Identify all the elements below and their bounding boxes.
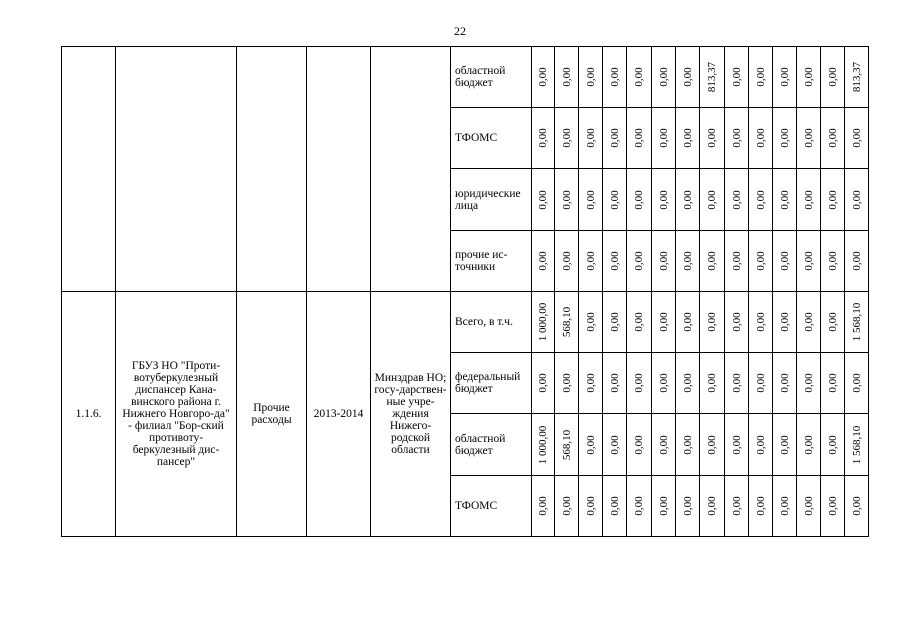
value-cell: [603, 292, 627, 353]
value-text: 0,00: [778, 373, 791, 393]
value-text: 0,00: [754, 312, 767, 332]
value-text: 0,00: [657, 496, 670, 516]
value-cell: [532, 414, 555, 476]
value-cell: [749, 353, 773, 414]
value-cell: [532, 169, 555, 231]
value-cell: [627, 169, 652, 231]
funding-source: юридические лица: [451, 169, 532, 231]
period-cell-empty: [307, 47, 371, 292]
value-text: 0,00: [778, 496, 791, 516]
value-text: 0,00: [657, 67, 670, 87]
value-cell: [652, 353, 676, 414]
value-cell: [579, 414, 603, 476]
value-text: 0,00: [657, 128, 670, 148]
value-cell: [700, 108, 725, 169]
value-text: 0,00: [681, 434, 694, 455]
value-text: 0,00: [850, 251, 863, 271]
value-text: 0,00: [778, 312, 791, 332]
value-text: 568,10: [560, 306, 573, 338]
value-text: 0,00: [826, 67, 839, 87]
value-cell: [676, 353, 700, 414]
value-cell: [676, 231, 700, 292]
value-cell: [725, 353, 749, 414]
value-cell: [773, 353, 797, 414]
value-cell: [797, 108, 821, 169]
value-text: 0,00: [560, 128, 573, 148]
value-cell: [676, 47, 700, 108]
value-cell: [773, 231, 797, 292]
name-cell-empty: [116, 47, 237, 292]
value-cell: [725, 108, 749, 169]
value-text: 0,00: [537, 373, 549, 393]
value-text: 0,00: [633, 373, 645, 393]
value-cell: [555, 476, 579, 537]
value-cell: [603, 414, 627, 476]
value-text: 0,00: [608, 434, 621, 455]
value-cell: [555, 292, 579, 353]
value-cell: [845, 231, 869, 292]
value-text: 0,00: [681, 67, 694, 87]
table-row: [62, 47, 869, 108]
value-text: 0,00: [826, 434, 839, 455]
value-cell: [821, 169, 845, 231]
value-cell: [749, 47, 773, 108]
value-cell: [725, 47, 749, 108]
value-cell: [652, 231, 676, 292]
value-text: 0,00: [778, 434, 791, 455]
value-cell: [579, 169, 603, 231]
value-cell: [627, 292, 652, 353]
value-text: 0,00: [584, 189, 597, 210]
value-text: 0,00: [681, 189, 694, 210]
value-text: 0,00: [608, 496, 621, 516]
funding-source: ТФОМС: [451, 108, 532, 169]
value-cell: [532, 47, 555, 108]
value-cell: [821, 414, 845, 476]
value-cell: [749, 292, 773, 353]
value-text: 0,00: [826, 189, 839, 210]
value-cell: [555, 353, 579, 414]
value-cell: [579, 292, 603, 353]
value-text: 0,00: [560, 373, 573, 393]
expense-type-cell-empty: [237, 47, 307, 292]
value-cell: [555, 169, 579, 231]
value-text: 0,00: [681, 251, 694, 271]
value-text: 0,00: [730, 189, 743, 210]
value-text: 0,00: [730, 373, 743, 393]
period: 2013-2014: [307, 292, 371, 537]
value-text: 0,00: [560, 251, 573, 271]
value-text: 1 000,00: [537, 425, 549, 464]
value-cell: [627, 353, 652, 414]
value-text: 0,00: [754, 128, 767, 148]
value-cell: [845, 476, 869, 537]
value-text: 0,00: [681, 312, 694, 332]
value-cell: [603, 169, 627, 231]
value-text: 0,00: [850, 189, 863, 210]
value-text: 0,00: [584, 496, 597, 516]
value-text: 0,00: [633, 189, 645, 210]
value-text: 0,00: [706, 312, 718, 332]
value-text: 0,00: [706, 251, 718, 271]
value-cell: [700, 292, 725, 353]
value-cell: [821, 292, 845, 353]
value-text: 0,00: [802, 434, 815, 455]
value-text: 0,00: [584, 67, 597, 87]
value-text: 813,37: [706, 61, 718, 93]
value-cell: [700, 353, 725, 414]
value-cell: [532, 108, 555, 169]
value-cell: [627, 108, 652, 169]
value-text: 0,00: [657, 434, 670, 455]
value-text: 0,00: [657, 312, 670, 332]
value-text: 0,00: [802, 496, 815, 516]
value-cell: [700, 231, 725, 292]
value-cell: [555, 414, 579, 476]
value-text: 0,00: [826, 251, 839, 271]
value-cell: [821, 231, 845, 292]
value-cell: [652, 414, 676, 476]
value-cell: [700, 47, 725, 108]
value-cell: [725, 414, 749, 476]
value-text: 0,00: [754, 434, 767, 455]
value-cell: [603, 108, 627, 169]
value-text: 0,00: [633, 496, 645, 516]
page-number: 22: [454, 24, 466, 38]
value-text: 0,00: [706, 434, 718, 455]
funding-source: областной бюджет: [451, 414, 532, 476]
value-text: 0,00: [730, 496, 743, 516]
value-text: 0,00: [802, 128, 815, 148]
value-text: 0,00: [802, 251, 815, 271]
value-text: 0,00: [706, 373, 718, 393]
value-cell: [749, 476, 773, 537]
value-cell: [773, 414, 797, 476]
value-text: 0,00: [850, 128, 863, 148]
value-text: 0,00: [560, 67, 573, 87]
value-text: 0,00: [802, 312, 815, 332]
value-cell: [555, 47, 579, 108]
value-cell: [652, 476, 676, 537]
value-cell: [797, 292, 821, 353]
number-cell-empty: [62, 47, 116, 292]
value-cell: [603, 476, 627, 537]
value-cell: [773, 108, 797, 169]
value-cell: [676, 414, 700, 476]
value-text: 0,00: [778, 251, 791, 271]
value-cell: [627, 414, 652, 476]
value-text: 0,00: [537, 251, 549, 271]
value-text: 0,00: [633, 128, 645, 148]
value-cell: [845, 169, 869, 231]
funding-source: областной бюджет: [451, 47, 532, 108]
value-cell: [652, 292, 676, 353]
value-text: 0,00: [608, 189, 621, 210]
value-cell: [676, 169, 700, 231]
value-cell: [797, 476, 821, 537]
value-cell: [700, 169, 725, 231]
expense-type: Прочие расходы: [237, 292, 307, 537]
value-text: 0,00: [778, 67, 791, 87]
value-cell: [749, 414, 773, 476]
value-text: 0,00: [730, 128, 743, 148]
value-text: 0,00: [608, 312, 621, 332]
value-cell: [627, 476, 652, 537]
value-cell: [725, 169, 749, 231]
value-text: 0,00: [608, 67, 621, 87]
value-cell: [676, 476, 700, 537]
value-text: 0,00: [584, 434, 597, 455]
value-text: 0,00: [657, 373, 670, 393]
value-text: 0,00: [730, 67, 743, 87]
value-cell: [821, 47, 845, 108]
value-text: 0,00: [584, 128, 597, 148]
value-text: 0,00: [633, 312, 645, 332]
value-text: 0,00: [537, 128, 549, 148]
value-cell: [821, 476, 845, 537]
value-text: 0,00: [560, 189, 573, 210]
value-text: 0,00: [754, 67, 767, 87]
value-text: 0,00: [730, 434, 743, 455]
value-text: 0,00: [706, 128, 718, 148]
value-text: 0,00: [850, 496, 863, 516]
value-text: 1 568,10: [850, 425, 863, 464]
value-cell: [773, 292, 797, 353]
value-cell: [797, 353, 821, 414]
value-cell: [532, 231, 555, 292]
value-cell: [749, 231, 773, 292]
funding-source: прочие ис-точники: [451, 231, 532, 292]
value-text: 0,00: [754, 189, 767, 210]
value-text: 0,00: [826, 128, 839, 148]
value-text: 0,00: [706, 496, 718, 516]
value-cell: [676, 292, 700, 353]
value-cell: [579, 108, 603, 169]
budget-table: [61, 46, 869, 537]
value-cell: [676, 108, 700, 169]
value-text: 0,00: [778, 189, 791, 210]
value-text: 0,00: [608, 128, 621, 148]
value-text: 0,00: [657, 251, 670, 271]
value-cell: [579, 47, 603, 108]
value-text: 0,00: [681, 373, 694, 393]
value-text: 0,00: [754, 251, 767, 271]
value-text: 0,00: [633, 67, 645, 87]
value-text: 0,00: [730, 251, 743, 271]
value-text: 0,00: [754, 496, 767, 516]
value-cell: [579, 231, 603, 292]
value-cell: [555, 108, 579, 169]
value-text: 0,00: [608, 251, 621, 271]
value-cell: [579, 353, 603, 414]
value-cell: [749, 169, 773, 231]
funding-source: ТФОМС: [451, 476, 532, 537]
value-cell: [749, 108, 773, 169]
table-row: [62, 292, 869, 353]
value-text: 0,00: [802, 373, 815, 393]
value-cell: [532, 292, 555, 353]
value-text: 0,00: [802, 67, 815, 87]
value-text: 0,00: [802, 189, 815, 210]
value-text: 0,00: [537, 189, 549, 210]
budget-table-body: [62, 47, 869, 537]
value-cell: [845, 47, 869, 108]
value-cell: [725, 231, 749, 292]
funding-source: федеральный бюджет: [451, 353, 532, 414]
value-cell: [845, 414, 869, 476]
value-cell: [797, 47, 821, 108]
value-text: 0,00: [633, 251, 645, 271]
value-text: 813,37: [850, 61, 863, 93]
value-cell: [532, 353, 555, 414]
value-cell: [725, 292, 749, 353]
value-text: 1 568,10: [850, 302, 863, 342]
value-cell: [603, 353, 627, 414]
value-text: 0,00: [560, 496, 573, 516]
value-text: 0,00: [826, 496, 839, 516]
value-cell: [579, 476, 603, 537]
value-text: 0,00: [826, 373, 839, 393]
value-cell: [652, 169, 676, 231]
value-text: 0,00: [657, 189, 670, 210]
value-cell: [773, 169, 797, 231]
value-cell: [603, 231, 627, 292]
value-text: 0,00: [633, 434, 645, 455]
value-cell: [555, 231, 579, 292]
value-text: 0,00: [850, 373, 863, 393]
value-text: 0,00: [584, 251, 597, 271]
value-cell: [652, 47, 676, 108]
value-cell: [532, 476, 555, 537]
value-text: 0,00: [706, 189, 718, 210]
value-text: 0,00: [537, 67, 549, 87]
value-text: 0,00: [754, 373, 767, 393]
value-cell: [845, 292, 869, 353]
value-text: 0,00: [584, 312, 597, 332]
value-text: 0,00: [730, 312, 743, 332]
value-cell: [773, 47, 797, 108]
value-text: 0,00: [681, 496, 694, 516]
value-text: 0,00: [584, 373, 597, 393]
value-cell: [821, 108, 845, 169]
value-cell: [845, 353, 869, 414]
value-cell: [797, 169, 821, 231]
value-text: 1 000,00: [537, 302, 549, 342]
value-cell: [797, 414, 821, 476]
value-text: 0,00: [537, 496, 549, 516]
executor-cell-empty: [371, 47, 451, 292]
value-text: 0,00: [608, 373, 621, 393]
executor: Минздрав НО; госу-дарствен-ные учре-ждения Нижего-родской области: [371, 292, 451, 537]
value-cell: [845, 108, 869, 169]
value-cell: [797, 231, 821, 292]
value-cell: [773, 476, 797, 537]
value-cell: [725, 476, 749, 537]
item-number: 1.1.6.: [62, 292, 116, 537]
value-text: 0,00: [681, 128, 694, 148]
value-cell: [652, 108, 676, 169]
value-cell: [700, 414, 725, 476]
value-cell: [603, 47, 627, 108]
value-cell: [627, 47, 652, 108]
value-text: 0,00: [778, 128, 791, 148]
value-cell: [821, 353, 845, 414]
value-text: 0,00: [826, 312, 839, 332]
value-cell: [627, 231, 652, 292]
institution-name: ГБУЗ НО "Проти-вотуберкулезный диспансер Кана-винского района г. Нижнего Новгоро-да" - филиал "Бор-ский противоту-беркулезный дис-пансер": [116, 292, 237, 537]
value-cell: [700, 476, 725, 537]
funding-source: Всего, в т.ч.: [451, 292, 532, 353]
value-text: 568,10: [560, 429, 573, 460]
